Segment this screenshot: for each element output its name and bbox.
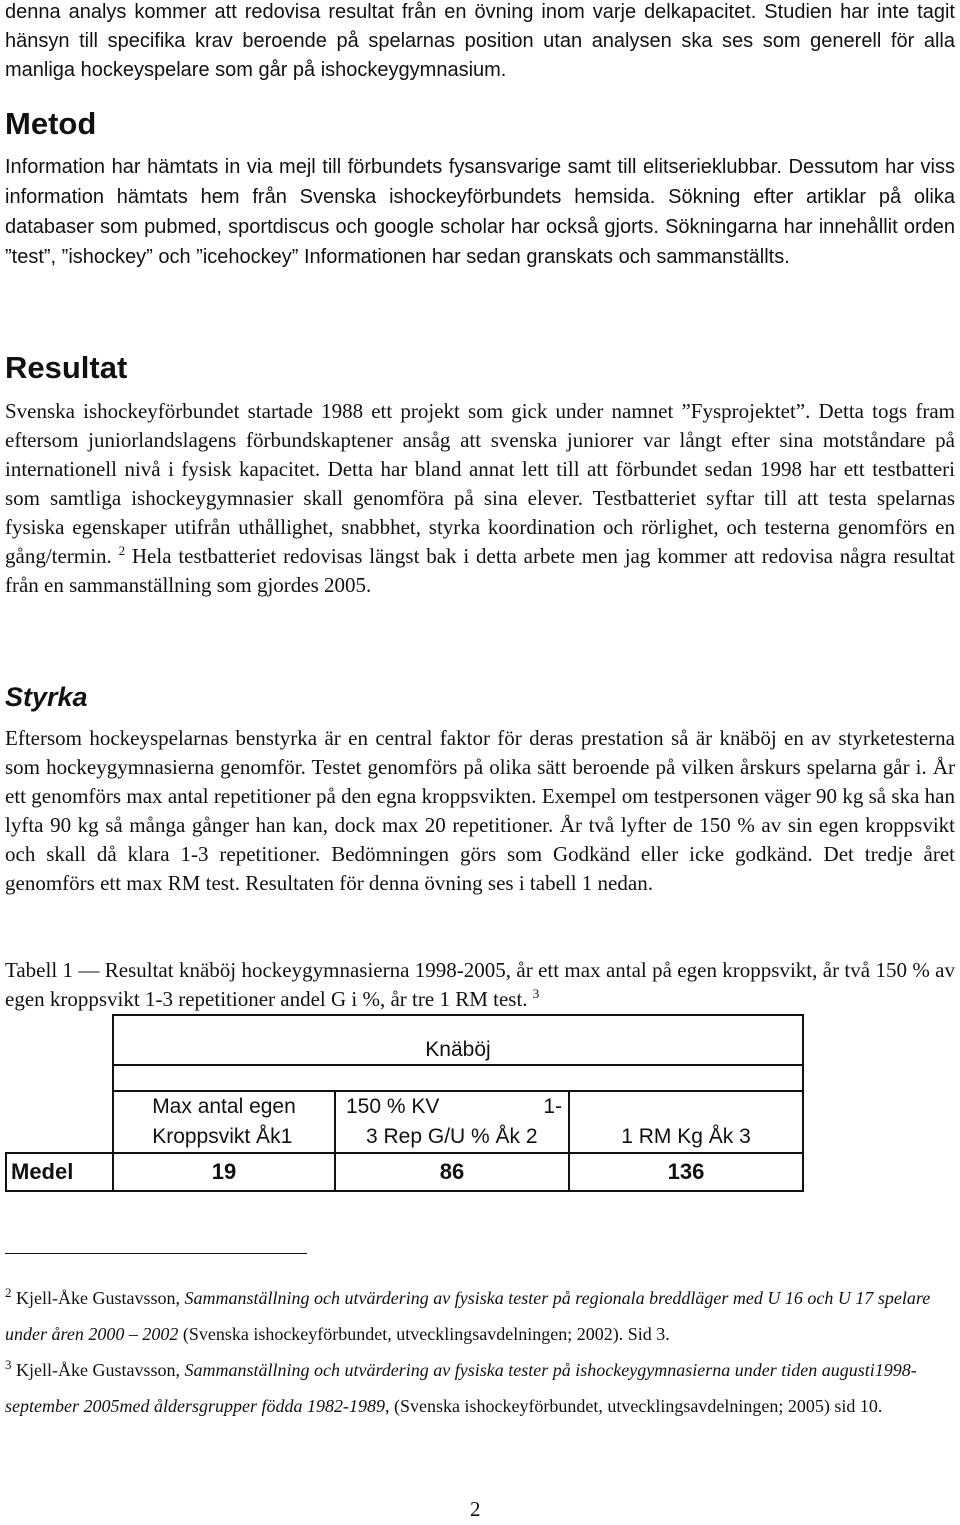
- footnote-3-rest: , (Svenska ishockeyförbundet, utvecklingsavdelningen; 2005) sid 10.: [384, 1396, 883, 1416]
- knaboj-table: [5, 1014, 804, 1192]
- table-spacer: [113, 1065, 803, 1091]
- footnote-2-author: Kjell-Åke Gustavsson,: [16, 1288, 180, 1308]
- heading-resultat: Resultat: [5, 350, 128, 385]
- footnote-2-rest: (Svenska ishockeyförbundet, utvecklingsavdelningen; 2002). Sid 3.: [182, 1324, 670, 1344]
- footnote-3-number: 3: [5, 1357, 12, 1372]
- col-header-ak2-line1a: 150 % KV: [346, 1095, 440, 1118]
- intro-paragraph: denna analys kommer att redovisa resultat från en övning inom varje delkapacitet. Studien har inte tagit hänsyn till specifika krav beroende på spelarnas position utan analysen ska ses som generell för alla manliga hockeyspelare som går på ishockeygymnasium.: [5, 1, 955, 81]
- metod-paragraph: [5, 152, 955, 272]
- footnote-3: [5, 1352, 955, 1424]
- col-header-ak1: [113, 1091, 335, 1153]
- table-caption-text: Tabell 1 — Resultat knäböj hockeygymnasierna 1998-2005, år ett max antal på egen kroppsvikt, år två 150 % av egen kroppsvikt 1-3 repetitioner andel G i %, år tre 1 RM test.: [5, 958, 955, 1011]
- metod-text: Information har hämtats in via mejl till förbundets fysansvarige samt till elitserieklubbar. Dessutom har viss information hämtats hem från Svenska ishockeyförbundets hemsida. Sökning efter artiklar på olika databaser som pubmed, sportdiscus och google scholar har också gjorts. Sökningarna har innehållit orden ”test”, ”ishockey” och ”icehockey” Informationen har sedan granskats och sammanställts.: [5, 156, 955, 268]
- styrka-paragraph: Eftersom hockeyspelarnas benstyrka är en central faktor för deras prestation så är knäböj en av styrketesterna som hockeygymnasierna genomför. Testet genomförs på olika sätt beroende på vilken årskurs spelarna går i. År ett genomförs max antal repetitioner på den egna kroppsvikten. Exempel om testpersonen väger 90 kg så ska han lyfta 90 kg så många gånger han kan, dock max 20 repetitioner. År två lyfter de 150 % av sin egen kroppsvikt och skall då klara 1-3 repetitioner. Bedömningen görs som Godkänd eller icke godkänd. Det tredje året genomförs ett max RM test. Resultaten för denna övning ses i tabell 1 nedan.: [5, 726, 955, 895]
- footnote-ref-3[interactable]: 3: [532, 986, 540, 1001]
- table-corner: [6, 1015, 113, 1065]
- heading-styrka: Styrka: [5, 682, 88, 712]
- value-ak3: 136: [569, 1153, 803, 1191]
- footnote-2-title: Sammanställning och utvärdering av fysiska tester på regionala breddläger med U 16 och U 17 spelare under åren 2000 – 2002: [5, 1288, 931, 1344]
- footnote-2-number: 2: [5, 1285, 12, 1300]
- table-group-header: Knäböj: [113, 1015, 803, 1065]
- footnote-3-author: Kjell-Åke Gustavsson,: [16, 1360, 180, 1380]
- footnote-ref-2[interactable]: 2: [118, 543, 126, 558]
- page-number: 2: [470, 1497, 481, 1521]
- row-label-medel: Medel: [6, 1153, 113, 1191]
- value-ak1: 19: [113, 1153, 335, 1191]
- value-ak2: 86: [335, 1153, 569, 1191]
- col-header-ak1-line2: Kroppsvikt Åk1: [152, 1125, 293, 1148]
- heading-metod: Metod: [5, 106, 97, 141]
- table-corner-3: [6, 1091, 113, 1153]
- col-header-ak2-line2: 3 Rep G/U % Åk 2: [366, 1125, 538, 1148]
- col-header-ak2: [335, 1091, 569, 1153]
- col-header-ak1-line1: Max antal egen: [152, 1095, 296, 1118]
- col-header-ak3: 1 RM Kg Åk 3: [569, 1091, 803, 1153]
- table-caption: [5, 956, 955, 1014]
- footnote-2: [5, 1280, 955, 1352]
- resultat-text-cont: Hela testbatteriet redovisas längst bak i detta arbete men jag kommer att redovisa några resultat från en sammanställning som gjordes 2005.: [5, 544, 956, 597]
- resultat-text: Svenska ishockeyförbundet startade 1988 ett projekt som gick under namnet ”Fysprojektet”. Detta togs fram eftersom juniorlandslagens förbundskaptener ansåg att svenska juniorer var långt efter sina motståndare på internationell nivå i fysisk kapacitet. Detta har bland annat lett till att förbundet sedan 1998 har ett testbatteri som samtliga ishockeygymnasier skall genomföra på sina elever. Testbatteriet syftar till att testa spelarnas fysiska egenskaper utifrån uthållighet, snabbhet, styrka koordination och rörlighet, och testerna genomförs en gång/termin.: [5, 399, 955, 568]
- footnote-3-title: Sammanställning och utvärdering av fysiska tester på ishockeygymnasierna under tiden augusti1998- september 2005med åldersgrupper födda 1982-1989: [5, 1360, 917, 1416]
- col-header-ak2-line1b: 1-: [543, 1095, 562, 1118]
- resultat-paragraph: [5, 397, 955, 600]
- footnote-separator: [5, 1253, 307, 1254]
- table-corner-2: [6, 1065, 113, 1091]
